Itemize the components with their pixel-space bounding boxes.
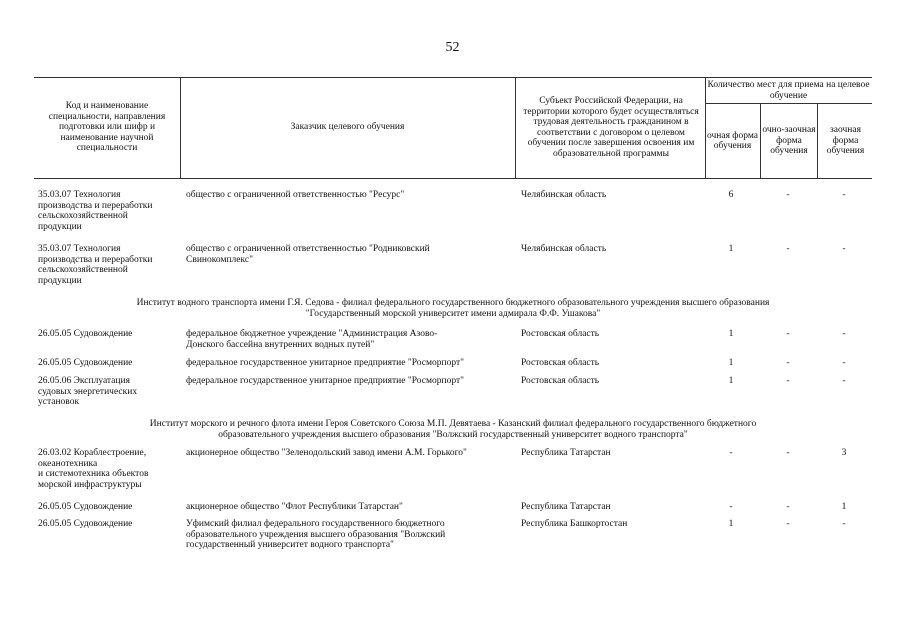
row4-parttime: - [786,358,790,368]
row7-region: Республика Татарстан [521,502,611,512]
row4-extramural: - [842,358,846,368]
row2-extramural: - [842,244,846,254]
header-parttime: очно-заочная форма обучения [762,125,816,157]
row4-customer: федеральное государственное унитарное предприятие "Росморпорт" [186,358,464,368]
row3-fulltime: 1 [728,329,734,339]
row1-customer: общество с ограниченной ответственностью "Ресурс" [186,190,405,200]
row7-extramural: 1 [841,502,847,512]
col-divider-4 [760,103,761,178]
row6-extramural: 3 [841,448,847,458]
header-extramural: заочная форма обучения [826,125,865,157]
row6-parttime: - [786,448,790,458]
header-code: Код и наименование специальности, направления подготовки или шифр и наименование научной специальности [48,101,166,154]
page-number: 52 [445,40,460,55]
row8-fulltime: 1 [728,519,734,529]
row4-code: 26.05.05 Судовождение [38,358,133,368]
row8-parttime: - [786,519,790,529]
row4-region: Ростовская область [521,358,600,368]
row6-region: Республика Татарстан [521,448,611,458]
header-customer: Заказчик целевого обучения [290,122,405,133]
row5-region: Ростовская область [521,376,600,386]
row8-code: 26.05.05 Судовождение [38,519,133,529]
row2-region: Челябинская область [521,244,607,254]
row3-region: Ростовская область [521,329,600,339]
header-fulltime: очная форма обучения [706,130,758,151]
header-places: Количество мест для приема на целевое обучение [707,80,870,101]
row8-extramural: - [842,519,846,529]
row3-customer: федеральное бюджетное учреждение "Администрация Азово- Донского бассейна внутренних водных путей" [186,329,438,350]
row5-customer: федеральное государственное унитарное предприятие "Росморпорт" [186,376,464,386]
row3-code: 26.05.05 Судовождение [38,329,133,339]
row3-extramural: - [842,329,846,339]
row7-code: 26.05.05 Судовождение [38,502,133,512]
row1-parttime: - [786,190,790,200]
row2-parttime: - [786,244,790,254]
places-subheader-rule [705,103,872,104]
row6-customer: акционерное общество "Зеленодольский завод имени А.М. Горького" [186,448,467,458]
header-region: Субъект Российской Федерации, на территории которого будет осуществляться трудовая деятельность гражданином в соответствии с договором о целевом обучении после завершения освоения им образовательной программы [523,96,699,159]
row1-region: Челябинская область [521,190,607,200]
row5-fulltime: 1 [728,376,734,386]
row2-fulltime: 1 [728,244,734,254]
col-divider-1 [180,77,181,178]
row4-fulltime: 1 [728,358,734,368]
row8-region: Республика Башкортостан [521,519,628,529]
row1-fulltime: 6 [728,190,734,200]
row7-fulltime: - [729,502,733,512]
header-bottom-rule [34,178,872,179]
row5-code: 26.05.06 Эксплуатация судовых энергетических установок [38,376,138,407]
row1-code: 35.03.07 Технология производства и переработки сельскохозяйственной продукции [38,190,153,232]
row2-customer: общество с ограниченной ответственностью "Родниковский Свинокомплекс" [186,244,430,265]
section-title-devyataev: Институт морского и речного флота имени Героя Советского Союза М.П. Девятаева - Казанский филиал федерального государственного бюджетного образовательного учреждения высшего образования "Волжский государственный университет водного транспорта" [149,419,757,440]
row3-parttime: - [786,329,790,339]
row7-parttime: - [786,502,790,512]
col-divider-2 [515,77,516,178]
col-divider-5 [817,103,818,178]
row1-extramural: - [842,190,846,200]
row6-code: 26.03.02 Кораблестроение, океанотехника и системотехника объектов морской инфраструктуры [38,448,149,490]
row7-customer: акционерное общество "Флот Республики Татарстан" [186,502,403,512]
header-top-rule [34,77,872,78]
row8-customer: Уфимский филиал федерального государственного бюджетного образовательного учреждения высшего образования "Волжский государственный университет водного транспорта" [186,519,446,550]
row2-code: 35.03.07 Технология производства и переработки сельскохозяйственной продукции [38,244,153,286]
row6-fulltime: - [729,448,733,458]
row5-extramural: - [842,376,846,386]
section-title-sedov: Институт водного транспорта имени Г.Я. Седова - филиал федерального государственного бюджетного образовательного учреждения высшего образования "Государственный морской университет имени адмирала Ф.Ф. Ушакова" [136,298,770,319]
row5-parttime: - [786,376,790,386]
